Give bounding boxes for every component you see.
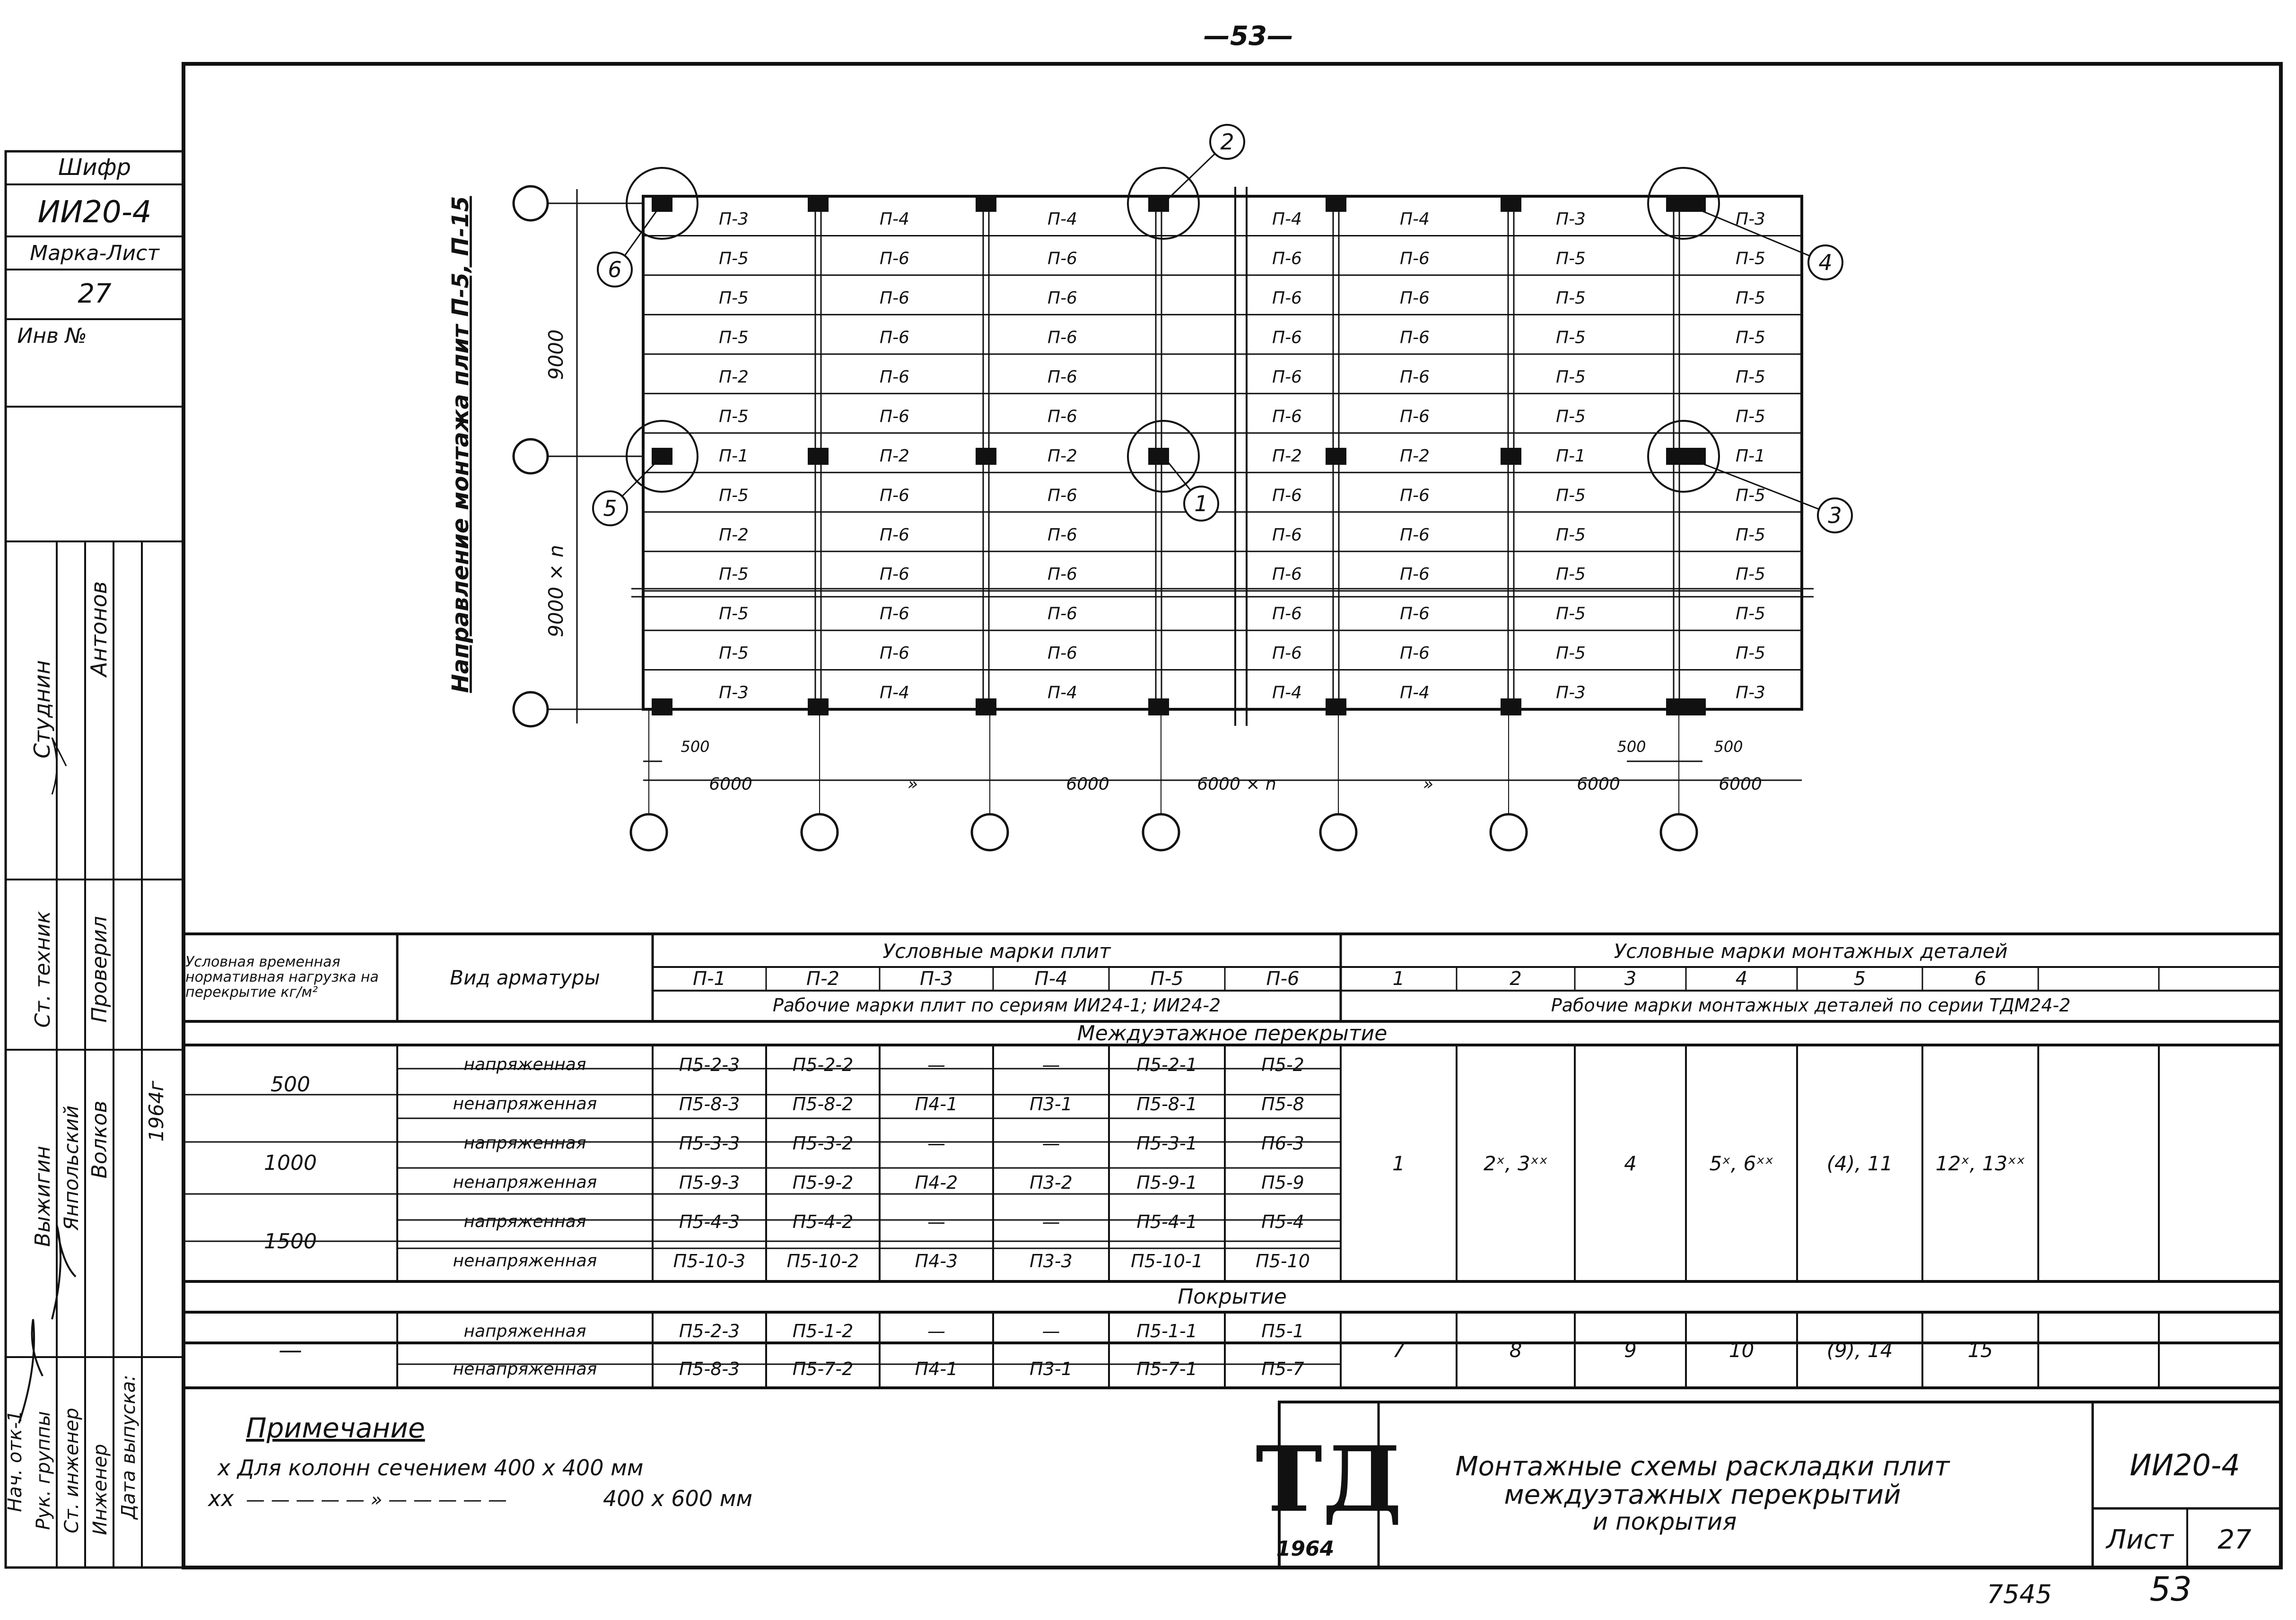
column-axis-marker	[1320, 814, 1356, 850]
slab-label: П-5	[1736, 525, 1765, 545]
slab-work-mark: П5-10-2	[786, 1250, 859, 1272]
detail-col-header: 2	[1510, 968, 1522, 990]
slab-work-mark: П5-2-2	[792, 1054, 854, 1075]
slab-work-mark: П5-8-3	[679, 1093, 740, 1115]
section-floor: Междуэтажное перекрытие	[1077, 1021, 1388, 1045]
slab-work-mark: П5-1	[1261, 1321, 1304, 1341]
slab-label: П-6	[1400, 407, 1430, 427]
sheet-label: Лист	[2106, 1524, 2174, 1555]
slab-label: П-5	[1736, 288, 1765, 308]
slab-label: П-4	[1400, 683, 1430, 703]
column-node	[652, 698, 672, 715]
slab-label: П-2	[719, 367, 749, 387]
stamp-role-date: Дата выпуска:	[118, 1375, 140, 1519]
slab-col-header: П-2	[806, 968, 839, 990]
column-node	[1685, 195, 1706, 212]
slab-work-mark: —	[927, 1132, 945, 1154]
slab-label: П-5	[1736, 486, 1765, 505]
slab-label: П-5	[719, 407, 749, 427]
slab-work-mark: П5-8	[1261, 1093, 1304, 1115]
logo-year: 1964	[1276, 1537, 1335, 1561]
slab-label: П-6	[1048, 565, 1077, 584]
slab-label: П-1	[1736, 446, 1765, 466]
slab-work-mark: П5-3-1	[1136, 1132, 1197, 1154]
slab-label: П-6	[1400, 644, 1430, 663]
detail-col-header: 4	[1735, 968, 1748, 990]
slab-label: П-1	[1556, 446, 1586, 466]
header-load: Условная временная нормативная нагрузка на перекрытие кг/м²	[185, 954, 379, 1001]
slab-label: П-6	[880, 367, 909, 387]
note-line2-dash: — — — — — » — — — — —	[246, 1489, 507, 1511]
slab-work-mark: —	[1042, 1132, 1060, 1154]
dim-text: »	[907, 775, 918, 794]
armature-type: напряженная	[463, 1055, 586, 1074]
slab-work-mark: П5-9-1	[1136, 1172, 1197, 1193]
slab-work-mark: П5-2-3	[679, 1321, 740, 1341]
slab-label: П-6	[1272, 328, 1302, 348]
armature-type: ненапряженная	[453, 1094, 597, 1114]
slab-work-mark: П3-1	[1030, 1093, 1073, 1115]
stamp-year: 1964г	[145, 1080, 168, 1142]
slab-work-mark: П4-3	[915, 1250, 958, 1272]
signature	[19, 1319, 43, 1423]
slab-label: П-5	[719, 249, 749, 269]
slab-work-mark: П5-9	[1261, 1172, 1304, 1193]
slab-work-mark: П5-2-3	[679, 1054, 740, 1075]
load-value: —	[279, 1336, 302, 1364]
slab-label: П-5	[1556, 644, 1586, 663]
detail-work-mark: 1	[1392, 1151, 1405, 1175]
slab-work-mark: —	[927, 1054, 945, 1075]
column-axis-marker	[1661, 814, 1697, 850]
slab-label: П-5	[719, 565, 749, 584]
slab-work-mark: П4-1	[915, 1359, 958, 1379]
slab-label: П-6	[1048, 407, 1077, 427]
slab-label: П-6	[880, 525, 909, 545]
slab-label: П-5	[719, 288, 749, 308]
column-node	[1148, 698, 1169, 715]
slab-label: П-6	[1048, 288, 1077, 308]
slab-label: П-3	[719, 209, 749, 229]
stamp-name-vyzhigin: Выжигин	[31, 1146, 55, 1247]
column-node	[976, 448, 996, 465]
slab-label: П-3	[719, 683, 749, 703]
slab-label: П-6	[1048, 525, 1077, 545]
slab-work-mark: —	[1042, 1054, 1060, 1075]
slab-work-mark: П6-3	[1261, 1132, 1304, 1154]
slab-label: П-2	[1400, 446, 1430, 466]
slab-work-mark: П5-10-1	[1131, 1250, 1203, 1272]
slab-label: П-5	[1736, 367, 1765, 387]
note-line2-prefix: xx	[208, 1486, 234, 1511]
column-node	[976, 195, 996, 212]
slab-label: П-6	[1400, 604, 1430, 624]
slab-work-mark: П5-2	[1261, 1054, 1304, 1075]
slab-work-mark: П3-2	[1030, 1172, 1073, 1193]
slab-label: П-6	[880, 604, 909, 624]
sheet-value: 27	[2217, 1524, 2252, 1555]
slab-label: П-6	[880, 407, 909, 427]
direction-label: Направление монтажа плит П-5, П-15	[447, 196, 474, 693]
detail-work-mark	[2038, 1312, 2159, 1388]
column-node	[808, 698, 829, 715]
stamp-role-checked: Проверил	[87, 916, 112, 1023]
detail-work-mark: 5ˣ, 6ˣˣ	[1709, 1151, 1774, 1175]
slab-work-mark: П5-10	[1256, 1250, 1310, 1272]
header-armature: Вид арматуры	[450, 966, 600, 989]
note-line2-value: 400 x 600 мм	[603, 1486, 753, 1511]
slab-label: П-6	[1272, 644, 1302, 663]
detail-work-mark	[2159, 1312, 2281, 1388]
page-number-bottom: 53	[2149, 1570, 2192, 1609]
column-node	[1685, 698, 1706, 715]
armature-type: ненапряженная	[453, 1251, 597, 1271]
stamp-name-antonov: Антонов	[86, 581, 112, 677]
column-axis-marker	[1143, 814, 1179, 850]
detail-col-header: 1	[1392, 968, 1405, 990]
load-value: 1000	[264, 1150, 317, 1175]
slab-label: П-6	[1400, 486, 1430, 505]
column-node	[808, 195, 829, 212]
slab-work-mark: П5-8-1	[1136, 1093, 1197, 1115]
slab-work-mark: —	[1042, 1211, 1060, 1232]
slab-label: П-2	[1048, 446, 1077, 466]
slab-label: П-6	[880, 249, 909, 269]
detail-col-header: 6	[1974, 968, 1987, 990]
column-node	[1148, 195, 1169, 212]
column-node	[1501, 448, 1521, 465]
slab-label: П-5	[719, 486, 749, 505]
slab-work-mark: —	[927, 1321, 945, 1341]
dim-text: 6000	[1577, 775, 1620, 794]
slab-label: П-6	[1400, 367, 1430, 387]
slab-label: П-6	[1048, 486, 1077, 505]
column-node	[1326, 698, 1346, 715]
column-node	[1666, 698, 1687, 715]
slab-work-mark: П5-1-1	[1136, 1321, 1197, 1341]
column-node	[976, 698, 996, 715]
shifr-label: Шифр	[58, 154, 131, 181]
callout-number: 4	[1818, 250, 1833, 275]
slab-label: П-6	[1272, 525, 1302, 545]
slab-col-header: П-4	[1034, 968, 1068, 990]
detail-col-header: 3	[1624, 968, 1637, 990]
slab-label: П-6	[1048, 644, 1077, 663]
callout-number: 3	[1828, 503, 1842, 528]
stamp-name-volkov: Волков	[87, 1100, 112, 1179]
slab-label: П-5	[1556, 249, 1586, 269]
shifr-value: ИИ20-4	[37, 195, 152, 230]
stamp-name-studnin: Студнин	[29, 660, 55, 758]
slab-work-mark: П5-3-3	[679, 1132, 740, 1154]
column-node	[1326, 195, 1346, 212]
slab-label: П-5	[1736, 407, 1765, 427]
slab-label: П-5	[1556, 525, 1586, 545]
slab-label: П-6	[1272, 367, 1302, 387]
slab-work-mark: П5-7	[1261, 1359, 1304, 1379]
detail-work-mark	[2038, 1045, 2159, 1281]
slab-label: П-6	[880, 644, 909, 663]
detail-work-mark: 10	[1729, 1338, 1755, 1362]
slab-work-mark: П5-9-3	[679, 1172, 740, 1193]
dim-vertical-bottom: 9000 × n	[544, 545, 567, 637]
slab-label: П-6	[880, 288, 909, 308]
slab-label: П-5	[719, 644, 749, 663]
bottom-dimension-texts	[681, 738, 1762, 794]
stamp-role-technician: Ст. техник	[31, 911, 55, 1028]
drawing-title-1: Монтажные схемы раскладки плит	[1455, 1451, 1950, 1482]
slab-work-mark: П5-7-2	[792, 1359, 854, 1379]
slab-label: П-5	[1556, 407, 1586, 427]
callout-number: 1	[1194, 491, 1208, 516]
callout-number: 2	[1220, 129, 1234, 155]
slab-label: П-5	[1736, 644, 1765, 663]
detail-work-mark: 9	[1624, 1338, 1637, 1362]
slab-col-header: П-5	[1150, 968, 1184, 990]
slab-work-mark: П5-4-1	[1136, 1211, 1197, 1232]
marka-label: Марка-Лист	[30, 241, 159, 265]
slab-label: П-4	[1400, 209, 1430, 229]
detail-work-mark: 2ˣ, 3ˣˣ	[1483, 1151, 1548, 1175]
dim-500-text: 500	[1714, 738, 1743, 756]
stamp-role-group: Рук. группы	[33, 1411, 54, 1530]
detail-work-mark	[2159, 1045, 2281, 1281]
column-node	[1501, 195, 1521, 212]
slab-label: П-5	[1736, 249, 1765, 269]
slab-label: П-6	[1400, 328, 1430, 348]
column-axis-marker	[1491, 814, 1527, 850]
dim-text: 6000	[1066, 775, 1109, 794]
detail-col-header: 5	[1853, 968, 1866, 990]
slab-label: П-6	[1400, 525, 1430, 545]
armature-type: ненапряженная	[453, 1173, 597, 1192]
drawing-code: ИИ20-4	[2130, 1448, 2240, 1482]
header-slab-marks: Условные марки плит	[882, 939, 1111, 963]
load-value: 1500	[264, 1229, 317, 1254]
slab-label: П-6	[1272, 249, 1302, 269]
slab-work-mark: П5-3-2	[792, 1132, 854, 1154]
slab-col-header: П-3	[920, 968, 953, 990]
drawing-title-2: междуэтажных перекрытий	[1504, 1480, 1901, 1510]
detail-work-mark: 7	[1392, 1338, 1405, 1362]
column-node	[1326, 448, 1346, 465]
slab-label: П-1	[719, 446, 749, 466]
slab-label: П-4	[880, 209, 909, 229]
slab-label: П-6	[1048, 604, 1077, 624]
dim-text: 6000	[1719, 775, 1762, 794]
slab-label: П-5	[1556, 604, 1586, 624]
stamp-name-yanpolsky: Янпольский	[60, 1105, 83, 1231]
slab-label: П-6	[1272, 288, 1302, 308]
column-node	[1148, 448, 1169, 465]
slab-work-mark: П3-1	[1030, 1359, 1073, 1379]
slab-work-mark: П5-4	[1261, 1211, 1304, 1232]
column-axis-marker	[972, 814, 1008, 850]
slab-col-header: П-6	[1266, 968, 1300, 990]
slab-label: П-3	[1736, 683, 1765, 703]
slab-label: П-6	[1272, 407, 1302, 427]
dim-500-text: 500	[681, 738, 710, 756]
slab-label: П-6	[1272, 486, 1302, 505]
detail-work-mark: 12ˣ, 13ˣˣ	[1935, 1151, 2025, 1175]
dim-text: »	[1423, 775, 1434, 794]
slab-label: П-6	[1272, 604, 1302, 624]
slab-work-mark: П5-8-3	[679, 1359, 740, 1379]
archive-number: 7545	[1987, 1579, 2052, 1609]
column-node	[1501, 698, 1521, 715]
detail-col-header	[2038, 967, 2159, 991]
dim-text: 6000	[709, 775, 752, 794]
slab-label: П-6	[1048, 328, 1077, 348]
marka-value: 27	[78, 279, 112, 309]
slab-label: П-4	[880, 683, 909, 703]
stamp-role-senior: Ст. инженер	[61, 1408, 83, 1533]
column-axes	[631, 195, 1706, 850]
slab-work-mark: —	[927, 1211, 945, 1232]
stamp-role-head: Нач. отк-1	[4, 1410, 26, 1512]
slab-work-mark: П5-4-2	[792, 1211, 854, 1232]
slab-label: П-4	[1272, 683, 1302, 703]
note-title: Примечание	[246, 1412, 425, 1444]
detail-work-mark: (4), 11	[1826, 1151, 1893, 1175]
slab-label: П-5	[1736, 565, 1765, 584]
dim-text: 6000 × n	[1197, 775, 1276, 794]
slab-work-mark: —	[1042, 1321, 1060, 1341]
slab-label: П-5	[1736, 328, 1765, 348]
dim-500-text: 500	[1617, 738, 1646, 756]
slab-label: П-4	[1272, 209, 1302, 229]
slab-label: П-5	[1556, 565, 1586, 584]
node-callouts	[593, 125, 1852, 532]
slab-work-mark: П5-1-2	[792, 1321, 854, 1341]
slab-work-mark: П5-8-2	[792, 1093, 854, 1115]
slab-label: П-5	[1556, 367, 1586, 387]
callout-number: 6	[608, 257, 622, 282]
slab-work-mark: П4-2	[915, 1172, 958, 1193]
armature-type: ненапряженная	[453, 1359, 597, 1379]
header-detail-marks: Условные марки монтажных деталей	[1614, 939, 2008, 963]
dim-vertical-top: 9000	[544, 329, 567, 380]
slab-label: П-5	[1556, 328, 1586, 348]
slab-label: П-5	[1556, 486, 1586, 505]
slab-label: П-2	[1272, 446, 1302, 466]
work-detail-marks-header: Рабочие марки монтажных деталей по серии ТДМ24-2	[1551, 995, 2071, 1016]
detail-work-mark: (9), 14	[1826, 1338, 1893, 1362]
column-node	[808, 448, 829, 465]
inv-label: Инв №	[17, 324, 87, 348]
armature-type: напряженная	[463, 1321, 586, 1341]
slab-label: П-6	[1048, 249, 1077, 269]
slab-work-mark: П3-3	[1030, 1250, 1073, 1272]
slab-label: П-6	[1272, 565, 1302, 584]
left-stamp	[4, 151, 183, 1568]
slab-label: П-4	[1048, 209, 1077, 229]
slab-work-mark: П5-9-2	[792, 1172, 854, 1193]
column-node	[1685, 448, 1706, 465]
slab-label: П-6	[880, 565, 909, 584]
slab-label: П-3	[1556, 683, 1586, 703]
slab-label: П-6	[1400, 565, 1430, 584]
column-axis-marker	[631, 814, 667, 850]
section-roof: Покрытие	[1178, 1285, 1287, 1309]
note-line1: x Для колонн сечением 400 x 400 мм	[218, 1455, 644, 1481]
page-number: —53—	[1204, 21, 1293, 52]
slab-work-mark: П5-10-3	[673, 1250, 746, 1272]
slab-label: П-6	[1400, 288, 1430, 308]
slab-label: П-4	[1048, 683, 1077, 703]
work-slab-marks-header: Рабочие марки плит по сериям ИИ24-1; ИИ24-2	[772, 995, 1221, 1016]
armature-type: напряженная	[463, 1212, 586, 1231]
slab-label: П-2	[719, 525, 749, 545]
slab-label: П-5	[719, 328, 749, 348]
signature	[52, 1225, 76, 1319]
detail-work-mark: 4	[1624, 1151, 1637, 1175]
slab-work-mark: П5-2-1	[1136, 1054, 1197, 1075]
slab-work-mark: П4-1	[915, 1093, 958, 1115]
slab-label: П-5	[1736, 604, 1765, 624]
callout-number: 5	[603, 496, 617, 521]
slab-col-header: П-1	[693, 968, 726, 990]
stamp-role-engineer: Инженер	[89, 1444, 111, 1535]
load-value: 500	[271, 1072, 310, 1097]
slab-work-mark: П5-7-1	[1136, 1359, 1197, 1379]
slab-label: П-5	[1556, 288, 1586, 308]
drawing-title-3: и покрытия	[1592, 1508, 1737, 1535]
slab-label: П-3	[1556, 209, 1586, 229]
slab-label: П-6	[1400, 249, 1430, 269]
logo: ТД	[1255, 1427, 1403, 1532]
detail-col-header	[2159, 967, 2281, 991]
slab-label: П-5	[719, 604, 749, 624]
armature-type: напряженная	[463, 1133, 586, 1153]
slab-label: П-6	[880, 328, 909, 348]
detail-work-mark: 8	[1509, 1338, 1522, 1362]
slab-label: П-6	[1048, 367, 1077, 387]
slab-label: П-3	[1736, 209, 1765, 229]
slab-label: П-6	[880, 486, 909, 505]
signature	[52, 738, 66, 794]
slab-work-mark: П5-4-3	[679, 1211, 740, 1232]
column-axis-marker	[802, 814, 838, 850]
slab-label: П-2	[880, 446, 909, 466]
detail-work-mark: 15	[1967, 1338, 1993, 1362]
